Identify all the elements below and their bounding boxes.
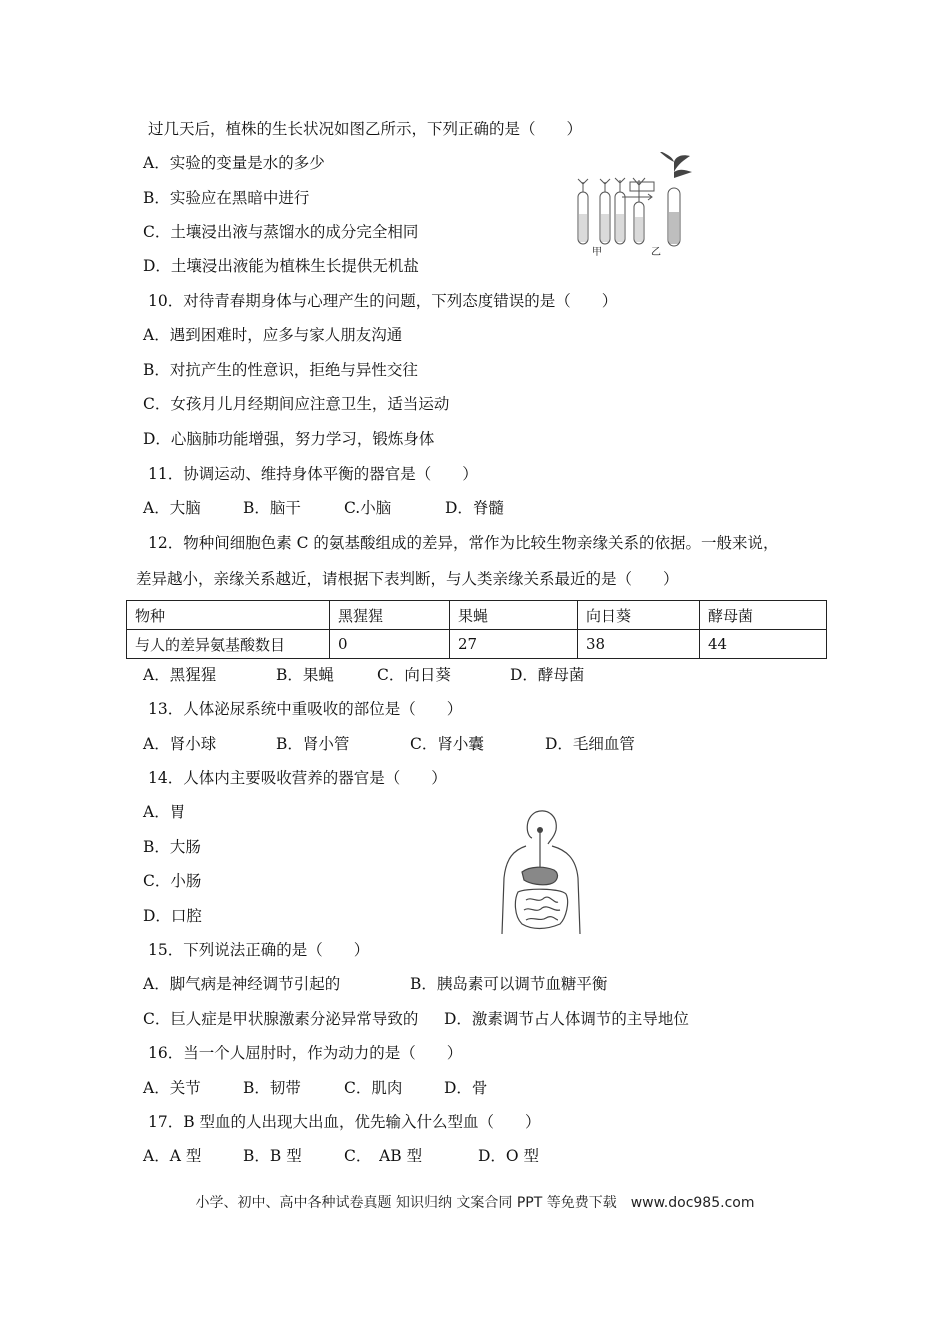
q15-option-d: D．激素调节占人体调节的主导地位 [444, 1010, 689, 1028]
table-cell: 38 [578, 630, 700, 659]
q11-option-a: A．大脑 [143, 499, 201, 517]
q12-option-c: C．向日葵 [377, 666, 451, 684]
q9-stem: 过几天后，植株的生长状况如图乙所示，下列正确的是（ ） [148, 120, 583, 138]
q9-option-c: C．土壤浸出液与蒸馏水的成分完全相同 [143, 223, 419, 241]
table-cell: 27 [450, 630, 578, 659]
q15-stem: 15．下列说法正确的是（ ） [148, 941, 370, 959]
q12-option-d: D．酵母菌 [510, 666, 585, 684]
q17-option-d: D．O 型 [478, 1147, 540, 1165]
q15-option-c: C．巨人症是甲状腺激素分泌异常导致的 [143, 1010, 419, 1028]
species-difference-table [126, 600, 827, 659]
q10-option-c: C．女孩月儿月经期间应注意卫生，适当运动 [143, 395, 450, 413]
q16-option-b: B．韧带 [243, 1079, 301, 1097]
q14-option-c: C．小肠 [143, 872, 202, 890]
q11-stem: 11．协调运动、维持身体平衡的器官是（ ） [148, 465, 478, 483]
table-header-row [127, 601, 827, 630]
figure-label-jia: 甲 [592, 247, 602, 258]
q13-option-c: C．肾小囊 [410, 735, 484, 753]
q10-option-a: A．遇到困难时，应多与家人朋友沟通 [143, 326, 403, 344]
digestive-system-figure [496, 808, 588, 934]
q13-option-b: B．肾小管 [276, 735, 350, 753]
q17-stem: 17．B 型血的人出现大出血，优先输入什么型血（ ） [148, 1113, 541, 1131]
q12-stem-line2: 差异越小，亲缘关系越近，请根据下表判断，与人类亲缘关系最近的是（ ） [136, 570, 679, 588]
q9-option-a: A．实验的变量是水的多少 [143, 154, 325, 172]
q11-option-d: D．脊髓 [445, 499, 504, 517]
table-cell: 与人的差异氨基酸数目 [127, 630, 330, 659]
table-header-cell: 酵母菌 [700, 601, 827, 630]
q16-option-d: D．骨 [444, 1079, 488, 1097]
q17-option-a: A．A 型 [143, 1147, 202, 1165]
q17-option-c: C． AB 型 [344, 1147, 423, 1165]
q12-option-b: B．果蝇 [276, 666, 334, 684]
q12-option-a: A．黑猩猩 [143, 666, 217, 684]
q13-option-a: A．肾小球 [143, 735, 217, 753]
q11-option-b: B．脑干 [243, 499, 301, 517]
figure-label-yi: 乙 [651, 247, 661, 258]
q10-option-b: B．对抗产生的性意识，拒绝与异性交往 [143, 361, 418, 379]
q16-option-a: A．关节 [143, 1079, 201, 1097]
table-header-cell: 向日葵 [578, 601, 700, 630]
q9-option-d: D．土壤浸出液能为植株生长提供无机盐 [143, 257, 419, 275]
q14-option-a: A．胃 [143, 803, 186, 821]
plant-test-tube-figure [570, 152, 695, 254]
q10-option-d: D．心脑肺功能增强，努力学习，锻炼身体 [143, 430, 435, 448]
q14-stem: 14．人体内主要吸收营养的器官是（ ） [148, 769, 447, 787]
table-header-cell: 黑猩猩 [330, 601, 450, 630]
q9-option-b: B．实验应在黑暗中进行 [143, 189, 310, 207]
q11-option-c: C.小脑 [344, 499, 392, 517]
table-header-cell: 物种 [127, 601, 330, 630]
q10-stem: 10．对待青春期身体与心理产生的问题，下列态度错误的是（ ） [148, 292, 618, 310]
q16-stem: 16．当一个人屈肘时，作为动力的是（ ） [148, 1044, 463, 1062]
table-header-cell: 果蝇 [450, 601, 578, 630]
q13-stem: 13．人体泌尿系统中重吸收的部位是（ ） [148, 700, 463, 718]
q15-option-b: B．胰岛素可以调节血糖平衡 [410, 975, 608, 993]
table-cell: 44 [700, 630, 827, 659]
q13-option-d: D．毛细血管 [545, 735, 635, 753]
q17-option-b: B．B 型 [243, 1147, 302, 1165]
q16-option-c: C．肌肉 [344, 1079, 403, 1097]
q12-stem-line1: 12．物种间细胞色素 C 的氨基酸组成的差异，常作为比较生物亲缘关系的依据。一般来说， [148, 534, 779, 552]
q14-option-b: B．大肠 [143, 838, 201, 856]
table-cell: 0 [330, 630, 450, 659]
q14-option-d: D．口腔 [143, 907, 202, 925]
page-footer: 小学、初中、高中各种试卷真题 知识归纳 文案合同 PPT 等免费下载 www.doc985.com [195, 1195, 755, 1211]
q15-option-a: A．脚气病是神经调节引起的 [143, 975, 341, 993]
table-row [127, 630, 827, 659]
